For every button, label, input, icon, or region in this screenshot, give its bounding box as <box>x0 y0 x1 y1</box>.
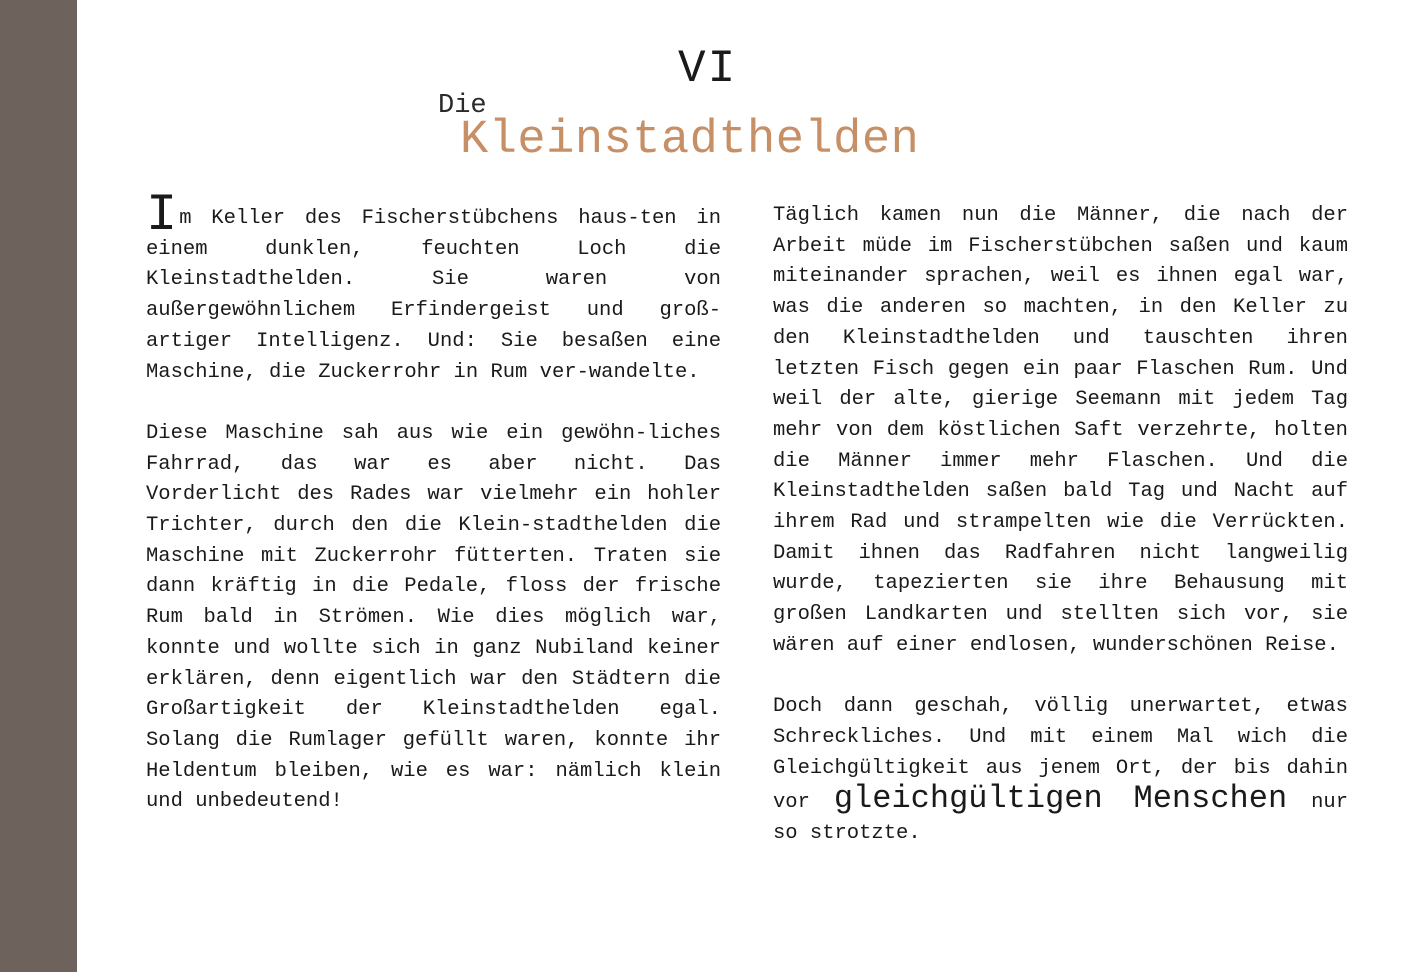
emphasized-phrase: gleichgültigen Menschen <box>833 780 1288 818</box>
right-column <box>773 201 1348 850</box>
paragraph-4-end: nur so strotzte. <box>773 791 1348 846</box>
chapter-number: VI <box>678 43 738 95</box>
paragraph-1 <box>146 186 721 388</box>
paragraph-2: Diese Maschine sah aus wie ein gewöhn-liches Fahrrad, das war es aber nicht. Das Vorderlicht des Rades war vielmehr ein hohler Trichter, durch den die Klein-stadthelden die Maschine mit Zuckerrohr fütterten. Traten sie dann kräftig in die Pedale, floss der frische Rum bald in Strömen. Wie dies möglich war, konnte und wollte sich in ganz Nubiland keiner erklären, denn eigentlich war den Städtern die Großartigkeit der Kleinstadthelden egal. Solang die Rumlager gefüllt waren, konnte ihr Heldentum bleiben, wie es war: nämlich klein und unbedeutend! <box>146 421 721 814</box>
sidebar-bar <box>0 0 77 972</box>
paragraph-1-text: m Keller des Fischerstübchens haus-ten in einem dunklen, feuchten Loch die Kleinstadthelden. Sie waren von außergewöhnlichem Erfindergeist und groß-artiger Intelligenz. Und: Sie besaßen eine Maschine, die Zuckerrohr in Rum ver-wandelte. <box>146 207 721 384</box>
chapter-title-prefix: Die <box>438 91 487 121</box>
paragraph-4 <box>773 692 1348 850</box>
drop-cap: I <box>146 186 178 245</box>
chapter-title: Kleinstadthelden <box>460 114 920 167</box>
left-column <box>146 186 721 818</box>
paragraph-4-start: Doch dann geschah, völlig unerwartet, etwas Schreckliches. Und mit einem Mal wich die Gleichgültigkeit aus jenem Ort, der bis dahin vor <box>773 695 1348 815</box>
paragraph-3: Täglich kamen nun die Männer, die nach der Arbeit müde im Fischerstübchen saßen und kaum miteinander sprachen, weil es ihnen egal war, was die anderen so machten, in den Keller zu den Kleinstadthelden und tauschten ihren letzten Fisch gegen ein paar Flaschen Rum. Und weil der alte, gierige Seemann mit jedem Tag mehr von dem köstlichen Saft verzehrte, holten die Männer immer mehr Flaschen. Und die Kleinstadthelden saßen bald Tag und Nacht auf ihrem Rad und strampelten wie die Verrückten. Damit ihnen das Radfahren nicht langweilig wurde, tapezierten sie ihre Behausung mit großen Landkarten und stellten sich vor, sie wären auf einer endlosen, wunderschönen Reise. <box>773 204 1348 657</box>
